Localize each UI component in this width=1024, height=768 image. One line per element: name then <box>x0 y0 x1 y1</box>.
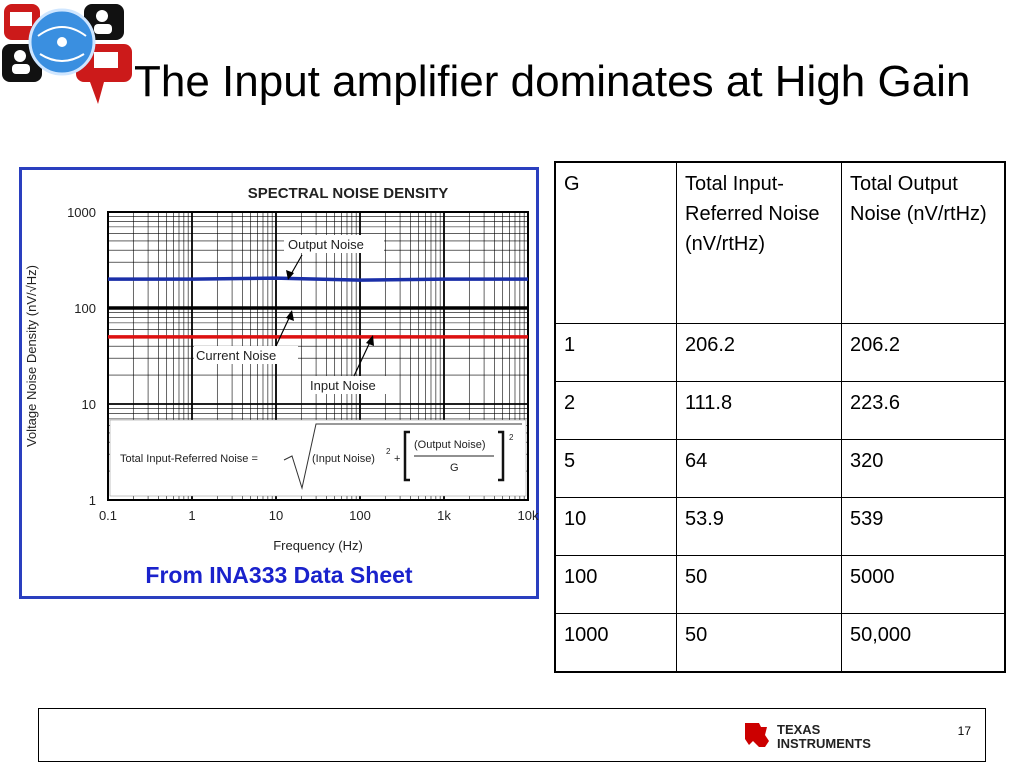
x-tick-label: 1k <box>437 508 451 523</box>
cell-input-noise: 111.8 <box>677 382 842 440</box>
cell-input-noise: 50 <box>677 614 842 673</box>
ti-logo-text-line2: INSTRUMENTS <box>777 736 871 751</box>
cell-gain: 100 <box>555 556 677 614</box>
formula-denominator: G <box>450 462 459 474</box>
y-tick-label: 10 <box>81 397 96 412</box>
x-tick-label: 10 <box>268 508 284 523</box>
ti-state-icon <box>745 723 769 747</box>
header-gain: G <box>555 162 677 324</box>
formula-numerator: (Output Noise) <box>414 439 486 451</box>
x-tick-label: 1 <box>188 508 196 523</box>
cell-output-noise: 5000 <box>842 556 1006 614</box>
header-total-output-noise: Total Output Noise (nV/rtHz) <box>842 162 1006 324</box>
noise-formula <box>110 420 526 496</box>
chart-title: SPECTRAL NOISE DENSITY <box>247 185 449 202</box>
formula-exponent: 2 <box>509 433 514 442</box>
cell-input-noise: 50 <box>677 556 842 614</box>
texas-instruments-logo <box>741 717 911 753</box>
cell-output-noise: 206.2 <box>842 324 1006 382</box>
cell-output-noise: 223.6 <box>842 382 1006 440</box>
spectral-noise-density-chart <box>22 170 539 560</box>
cell-gain: 10 <box>555 498 677 556</box>
cell-gain: 1 <box>555 324 677 382</box>
formula-plus-sign: + <box>394 453 401 465</box>
cell-gain: 2 <box>555 382 677 440</box>
input-noise-annotation-label: Input Noise <box>310 378 376 393</box>
page-number: 17 <box>957 724 971 738</box>
slide-footer <box>38 708 986 762</box>
table-row <box>555 556 1005 614</box>
figure-caption: From INA333 Data Sheet <box>145 562 413 588</box>
table-row <box>555 614 1005 673</box>
cell-output-noise: 539 <box>842 498 1006 556</box>
table-header-row <box>555 162 1005 324</box>
y-tick-label: 100 <box>74 301 96 316</box>
output-noise-annotation-label: Output Noise <box>288 237 364 252</box>
ti-logo-text-line1: TEXAS <box>777 722 821 737</box>
formula-exponent: 2 <box>386 447 391 456</box>
cell-output-noise: 320 <box>842 440 1006 498</box>
noise-density-figure <box>19 167 539 599</box>
series-line-output-noise <box>108 278 528 280</box>
formula-lhs: Total Input-Referred Noise = <box>120 453 258 465</box>
x-tick-label: 0.1 <box>98 508 118 523</box>
x-axis-label: Frequency (Hz) <box>273 538 363 553</box>
table-row <box>555 498 1005 556</box>
header-total-input-referred-noise: Total Input-Referred Noise (nV/rtHz) <box>677 162 842 324</box>
slide-title: The Input amplifier dominates at High Gain <box>134 57 971 106</box>
cell-gain: 5 <box>555 440 677 498</box>
cell-gain: 1000 <box>555 614 677 673</box>
table-row <box>555 440 1005 498</box>
cell-input-noise: 64 <box>677 440 842 498</box>
y-axis-label: Voltage Noise Density (nV/√Hz) <box>24 265 39 447</box>
y-tick-label: 1 <box>88 493 96 508</box>
cell-output-noise: 50,000 <box>842 614 1006 673</box>
table-row <box>555 324 1005 382</box>
cell-input-noise: 53.9 <box>677 498 842 556</box>
table-row <box>555 382 1005 440</box>
presentation-logo-icon <box>0 0 132 108</box>
cell-input-noise: 206.2 <box>677 324 842 382</box>
formula-input-noise-term: (Input Noise) <box>312 453 375 465</box>
y-tick-label: 1000 <box>67 205 96 220</box>
x-tick-label: 10k <box>517 508 539 523</box>
current-noise-annotation-label: Current Noise <box>196 348 277 363</box>
gain-noise-table <box>554 161 1006 673</box>
x-tick-label: 100 <box>349 508 371 523</box>
